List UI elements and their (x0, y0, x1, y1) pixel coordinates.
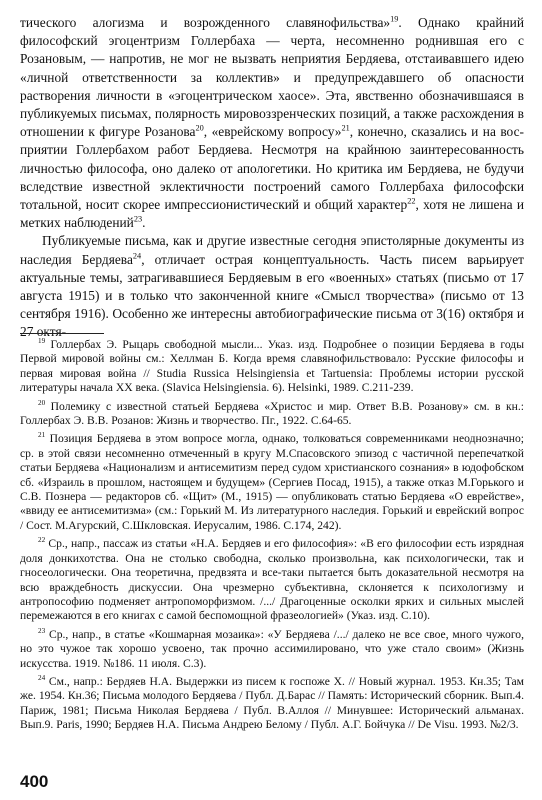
text-run: Голлербах Э. Рыцарь свободной мысли... Указ. изд. Подробнее о позиции Бердяева в годы Первой мировой войны см.: Хеллман Б. Когда время славянофильствовало: Русские философы и первая мировая война // Studia Russica Helsingiensia et Tartuensia: Проблемы истории русской литературы начала XX века. (Slavica Helsingiensia. 6). Helsinki, 1989. С.211-239. (20, 338, 524, 395)
footnote-ref: 24 (38, 674, 46, 683)
footnote-ref: 23 (133, 214, 143, 224)
footnote-separator (20, 333, 104, 334)
footnote-ref: 22 (38, 536, 46, 545)
text-run: , хотя не лишена и метких наблюдений (20, 197, 525, 231)
footnote-23 (20, 628, 524, 671)
text-run: Ср., напр., пассаж из статьи «Н.А. Бердяев и его философия»: «В его философии есть изрядная доля донкихотства. Она не столько свободна, сколько произвольна, как психологически, так и гносеологически. Она теоретична, предвзята и все-таки пытается быть доказательной несмотря на всю враждебность дискуссии. Она чрезмерно субъективна, склоняется к психологизму и антропософию подменяет антропоморфизмом. /.../ Драгоценные осколки ярких и сильных мыслей перемежаются в его книгах с самой беспомощной фразеологией» (Указ. изд. С.10). (20, 537, 524, 623)
footnote-ref: 21 (341, 123, 350, 133)
text-run: , отличает острая концептуальность. Часть писем варьирует актуальные темы, затрагивавшиеся Бердяевым в его «военных» статьях (письмо от 17 августа 1915) и в только что законченной книге «Смысл творчества» (письмо от 13 сентября 1916). Особенно же интересны автобиографические письма от 3(16) октября и 27 октя- (20, 251, 524, 340)
text-run: , конечно, сказались и на восприятии Голлербахом работ Бердяева. Несмотря на крайнюю заинтересованность личностью философа, оно далеко от апологетики. Но критика им Бердяева, не будучи вследствие известной эклектичности построений самого Голлербаха философски тотальной, носит скорее импрессионистический и общий характер (20, 124, 525, 213)
paragraph-2 (20, 232, 524, 341)
footnote-22 (20, 537, 524, 623)
text-run: . Однако крайний философский эгоцентризм Голлербаха — черта, несомненно роднившая его с Розановым, — напротив, не мог не вызвать неприятия Бердяева, отстаивавшего идею «личной ответственности за коллектив» и предупреждавшего об опасности растворения личности в «эгоцентрическом хаосе». Эта, явственно обозначившаяся в публикуемых письмах, полярность мировоззренческих позиций, а также расхождения в отношении к фигуре Розанова (20, 15, 524, 140)
text-run: Позиция Бердяева в этом вопросе могла, однако, толковаться современниками неоднозначно; ср. в этой связи несомненно отмеченный в кругу М.Спасовского эпизод с частичной перепечаткой статьи Бердяева «Национализм и антисемитизм перед судом христианского сознания» в юдофобском сб. «Израиль в прошлом, настоящем и будущем» (Сергиев Посад, 1915), а также отказ М.Горького и С.В. Познера — редакторов сб. «Щит» (М., 1915) — опубликовать статью Бердяева «О еврействе», «ввиду ее антисемитизма» (см.: Горький М. Из литературного наследия. Горький и еврейский вопрос / Сост. М.Агурский, С.Шкловская. Иерусалим, 1986. С.174, 242). (20, 432, 524, 532)
footnote-19 (20, 338, 524, 396)
main-text (20, 14, 524, 342)
footnote-20 (20, 400, 524, 429)
text-run: Полемику с известной статьей Бердяева «Христос и мир. Ответ В.В. Розанову» см. в кн.: Голлербах Э. В.В. Розанов: Жизнь и творчество. Пг., 1922. С.64-65. (20, 399, 524, 428)
text-run: тического алогизма и возрожденного славянофильства» (20, 15, 391, 30)
page-number: 400 (20, 772, 49, 791)
footnote-ref: 20 (195, 123, 204, 133)
footnote-ref: 19 (390, 14, 399, 24)
text-run: См., напр.: Бердяев Н.А. Выдержки из писем к госпоже X. // Новый журнал. 1953. Кн.35; Там же. 1954. Кн.36; Письма молодого Бердяева / Публ. Д.Барас // Память: Исторический сборник. Вып.4. Париж, 1981; Письма Николая Бердяева / Публ. В.Аллоя // Минувшее: Исторический альманах. Вып.9. Paris, 1990; Бердяев Н.А. Письма Андрею Белому / Публ. А.Г. Бойчука // De Visu. 1993. №2/3. (20, 674, 524, 732)
text-run: Публикуемые письма, как и другие известные сегодня эпистолярные документы из наследия Бердяева (20, 233, 524, 267)
footnote-ref: 21 (38, 431, 46, 440)
text-run: Ср., напр., в статье «Кошмарная мозаика»: «У Бердяева /.../ далеко не все свое, много чужого, но это чужое так хорошо усвоено, так прочно ассимилировано, что уже стало своим» (Жизнь искусства. 1919. №186. 11 июля. С.3). (20, 627, 524, 670)
footnote-ref: 20 (38, 398, 46, 407)
footnote-ref: 24 (132, 251, 142, 261)
footnote-21 (20, 432, 524, 533)
footnote-ref: 23 (38, 626, 46, 635)
footnote-ref: 22 (407, 196, 416, 206)
footnote-ref: 19 (38, 337, 46, 346)
paragraph-1 (20, 14, 524, 232)
text-run: , «еврейскому вопросу» (203, 124, 342, 140)
footnote-24 (20, 675, 524, 733)
text-run: . (142, 215, 146, 231)
footnotes (20, 338, 524, 733)
